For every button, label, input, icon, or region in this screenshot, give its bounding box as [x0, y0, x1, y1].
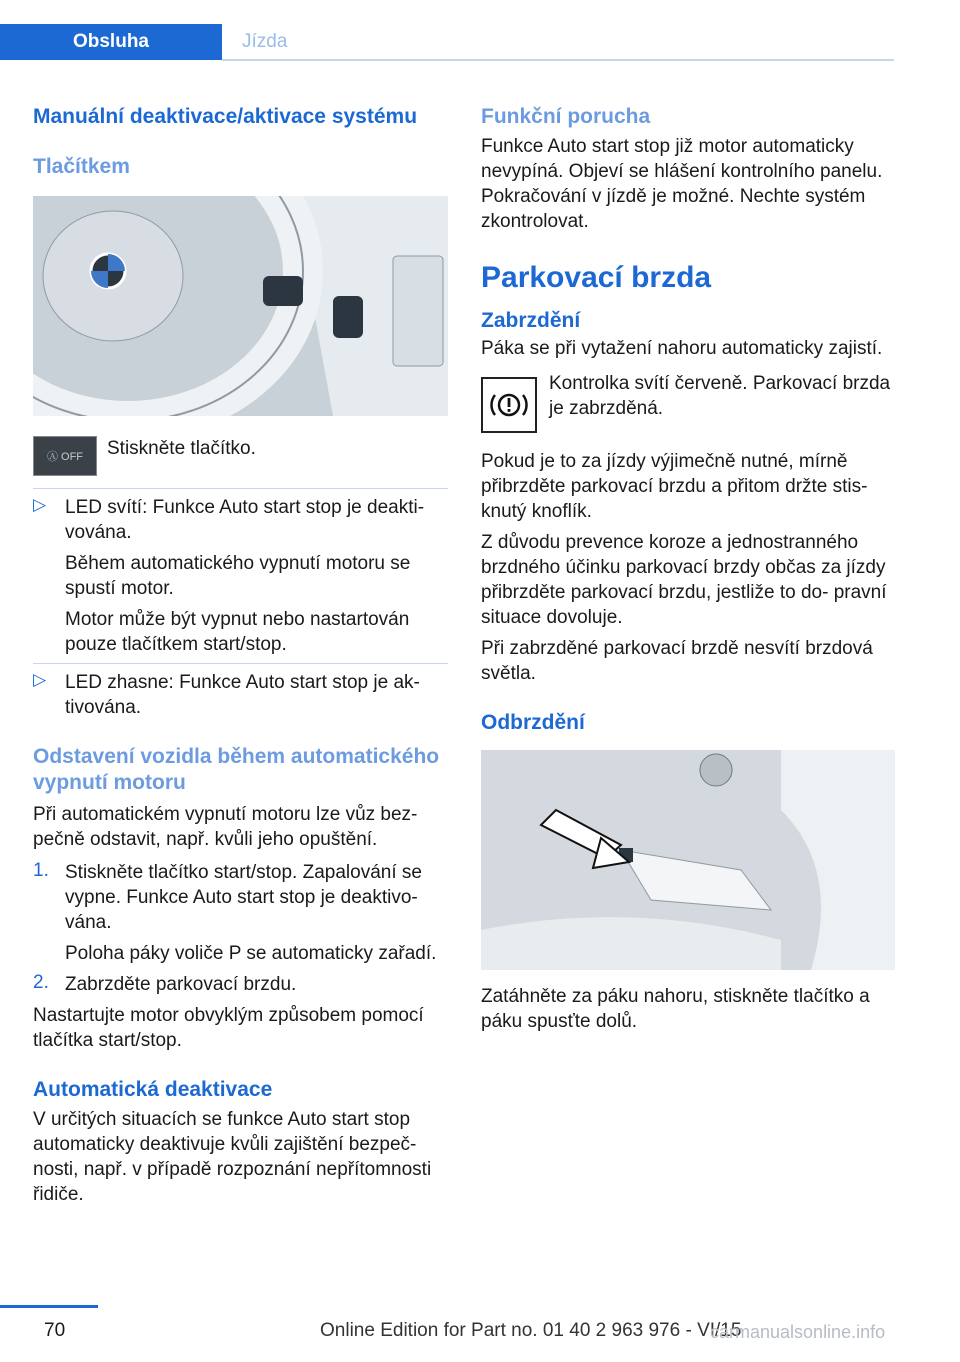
- heading-fault: Funkční porucha: [481, 105, 651, 128]
- separator: [33, 663, 448, 664]
- brake-text-2: Z důvodu prevence koroze a jednostranného brzdného účinku parkovací brzdy občas za jízdy přibrzděte parkovací brzdu, jestliže to do‐ pravní situace dovoluje.: [481, 532, 887, 628]
- bullet-triangle-icon: ▷: [33, 670, 47, 689]
- left-column: [33, 100, 448, 1207]
- heading-park: Odstavení vozidla během automatického vypnutí motoru: [33, 745, 440, 794]
- apply-text: Páka se při vytažení nahoru automaticky zajistí.: [481, 338, 883, 359]
- section-tabs: [0, 24, 362, 60]
- heading-manual: Manuální deaktivace/aktivace systému: [33, 105, 418, 128]
- restart-text: Nastartujte motor obvyklým způsobem pomocí tlačítka start/stop.: [33, 1005, 424, 1051]
- tab-obsluha[interactable]: Obsluha: [0, 24, 222, 60]
- list-item: [33, 972, 448, 997]
- auto-start-stop-button-icon: Ⓐ OFF: [33, 436, 97, 476]
- step-text: Zabrzděte parkovací brzdu.: [65, 974, 297, 995]
- park-text: Při automatickém vypnutí motoru lze vůz bez‐ pečně odstavit, např. kvůli jeho opuštění.: [33, 804, 418, 850]
- list-item: [33, 860, 448, 966]
- auto-text: V určitých situacích se funkce Auto start stop automaticky deaktivuje kvůli zajištění bezpeč‐ nosti, např. v případě rozpoznání nepřítomnosti řidiče.: [33, 1109, 432, 1205]
- step-number: 2.: [33, 972, 49, 993]
- bullet-text: LED zhasne: Funkce Auto start stop je ak‐ tivována.: [65, 672, 420, 718]
- heading-parking-brake: Parkovací brzda: [481, 261, 712, 294]
- release-text: Zatáhněte za páku nahoru, stiskněte tlačítko a páku spusťte dolů.: [481, 986, 870, 1032]
- step-extra-text: Poloha páky voliče P se automaticky zařadí.: [65, 943, 437, 964]
- handbrake-image: [481, 750, 895, 970]
- list-item: [33, 670, 448, 720]
- steering-wheel-image: [33, 196, 448, 416]
- separator: [33, 488, 448, 489]
- step-number: 1.: [33, 860, 49, 881]
- bullet-text: LED svítí: Funkce Auto start stop je deakti‐ vována.: [65, 497, 425, 543]
- brake-text-3: Při zabrzděné parkovací brzdě nesvítí brzdová světla.: [481, 638, 873, 684]
- heading-auto: Automatická deaktivace: [33, 1078, 273, 1101]
- watermark: carmanualsonline.info: [710, 1322, 886, 1342]
- heading-button: Tlačítkem: [33, 155, 130, 178]
- list-item: [33, 495, 448, 657]
- edition-text: Online Edition for Part no. 01 40 2 963 976 - VI/15: [320, 1320, 742, 1341]
- handbrake-drawing: [481, 750, 895, 970]
- brake-text-1: Pokud je to za jízdy výjimečně nutné, mírně přibrzděte parkovací brzdu a přitom držte stis‐ knutý knoflík.: [481, 451, 868, 522]
- indicator-text: Kontrolka svítí červeně. Parkovací brzda je zabrzděná.: [549, 373, 891, 419]
- tab-jizda[interactable]: Jízda: [242, 31, 288, 52]
- footer-accent-line: [0, 1305, 98, 1308]
- tab-divider: [222, 59, 894, 61]
- steering-wheel-drawing: [33, 196, 448, 416]
- parking-brake-warning-icon: [481, 377, 537, 433]
- bullet-triangle-icon: ▷: [33, 495, 47, 514]
- heading-apply: Zabrzdění: [481, 309, 581, 332]
- fault-text: Funkce Auto start stop již motor automaticky nevypíná. Objeví se hlášení kontrolního panelu. Pokračování v jízdě je možné. Nechte systém zkontrolovat.: [481, 136, 883, 232]
- press-button-text: Stiskněte tlačítko.: [107, 438, 256, 459]
- heading-release: Odbrzdění: [481, 711, 585, 734]
- bullet-extra-text: Motor může být vypnut nebo nastartován pouze tlačítkem start/stop.: [65, 609, 410, 655]
- page-number: 70: [44, 1320, 66, 1341]
- bullet-extra-text: Během automatického vypnutí motoru se spustí motor.: [65, 553, 411, 599]
- step-text: Stiskněte tlačítko start/stop. Zapalování se vypne. Funkce Auto start stop je deaktivo‐ vána.: [65, 862, 422, 933]
- right-column: [481, 100, 895, 1034]
